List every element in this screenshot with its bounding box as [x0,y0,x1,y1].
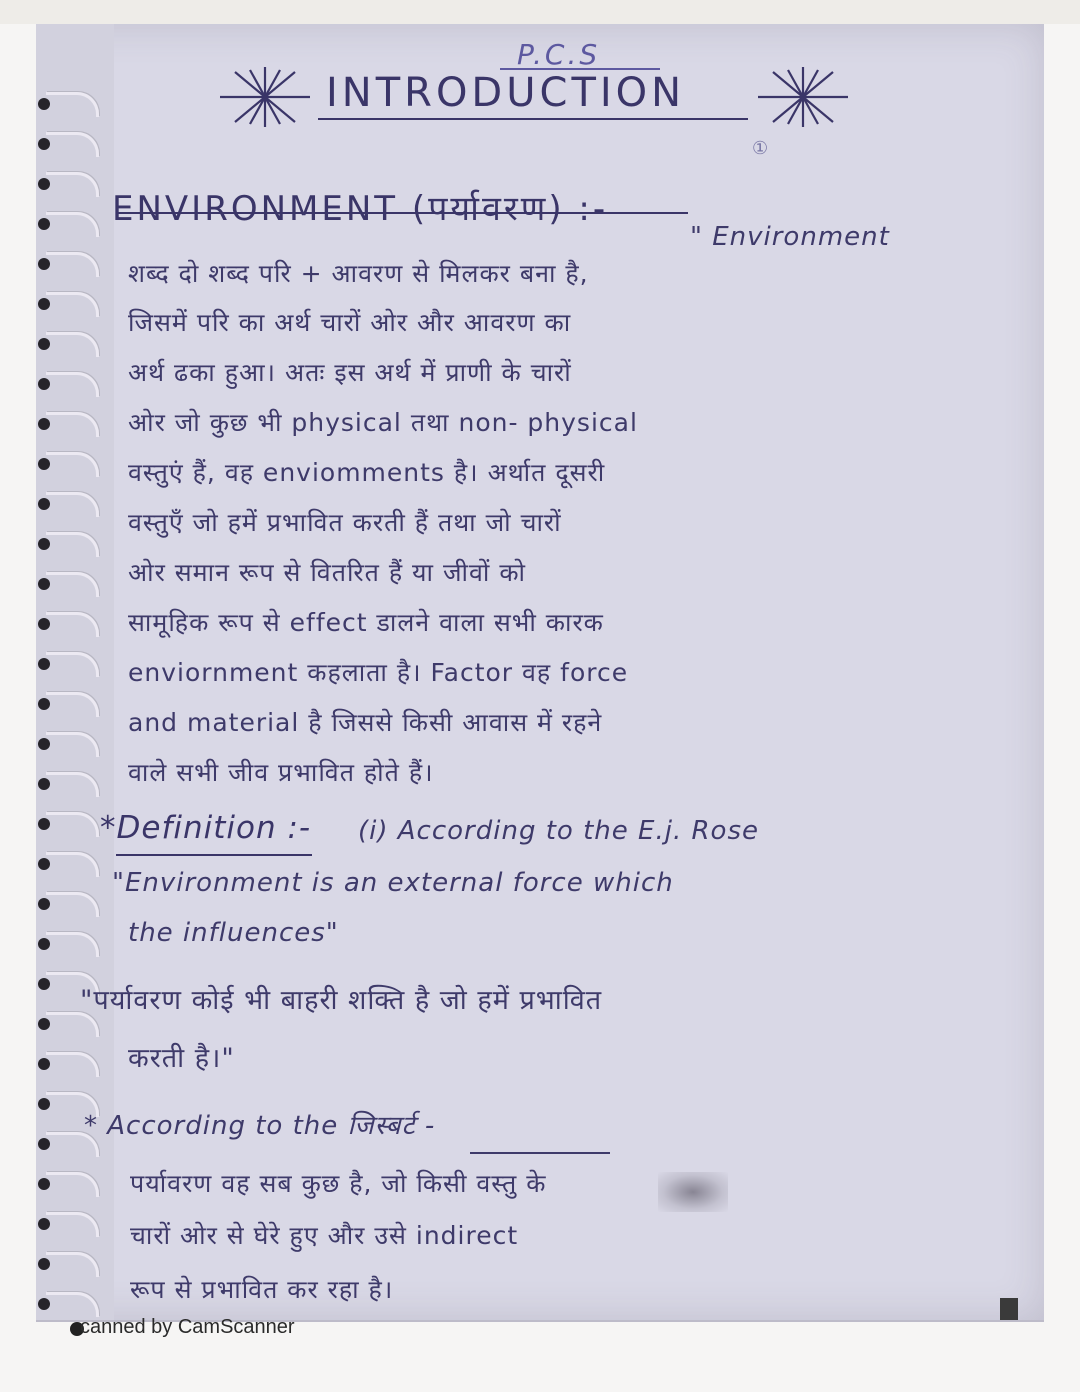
corner-tab [1000,1298,1018,1320]
spiral-ring [38,1290,100,1318]
binding-wire [46,412,99,437]
binding-wire [46,852,99,877]
hindi-quote-line: "पर्यावरण कोई भी बाहरी शक्ति है जो हमें प्रभावित [80,985,603,1016]
binding-wire [46,692,99,717]
paragraph-line: शब्द दो शब्द परि + आवरण से मिलकर बना है, [128,259,589,288]
starburst-left-icon [210,62,320,132]
paragraph-line: वाले सभी जीव प्रभावित होते हैं। [128,758,434,787]
spiral-ring [38,810,100,838]
spiral-ring [38,930,100,958]
binding-wire [46,732,99,757]
definition-intro: (i) According to the E.j. Rose [358,816,759,846]
spiral-ring [38,570,100,598]
spiral-ring [38,130,100,158]
second-definition-line: पर्यावरण वह सब कुछ है, जो किसी वस्तु के [130,1169,547,1198]
spiral-ring [38,170,100,198]
ink-smudge [658,1172,728,1212]
section-heading-underline [118,212,688,214]
binding-wire [46,252,99,277]
paragraph-line: वस्तुएँ जो हमें प्रभावित करती हैं तथा जो चारों [128,508,562,537]
second-definition-line: चारों ओर से घेरे हुए और उसे indirect [130,1221,519,1250]
second-definition-heading: * According to the जिस्बर्ट - [84,1111,436,1141]
binding-wire [46,812,99,837]
binding-wire [46,1252,99,1277]
binding-wire [46,612,99,637]
spiral-ring [38,1050,100,1078]
page-title: INTRODUCTION [326,70,686,116]
spiral-ring [38,850,100,878]
paragraph-line: सामूहिक रूप से effect डालने वाला सभी कारक [128,608,604,637]
binding-wire [46,1212,99,1237]
spiral-ring [38,410,100,438]
binding-wire [46,772,99,797]
paragraph-line: enviornment कहलाता है। Factor वह force [128,658,629,687]
paragraph-line: and material है जिससे किसी आवास में रहने [128,708,603,737]
scanner-watermark: canned by CamScanner [80,1316,295,1338]
binding-wire [46,1172,99,1197]
binding-wire [46,572,99,597]
paragraph-line: वस्तुएं हैं, वह enviomments है। अर्थात दूसरी [128,458,606,487]
spiral-ring [38,890,100,918]
binding-wire [46,1052,99,1077]
definition-underline [116,854,312,856]
hindi-quote-line: करती है।" [128,1043,235,1074]
section-heading: ENVIRONMENT (पर्यावरण) :- [112,189,609,229]
binding-wire [46,892,99,917]
spiral-ring [38,290,100,318]
binding-wire [46,492,99,517]
spiral-ring [38,1210,100,1238]
second-definition-line: रूप से प्रभावित कर रहा है। [130,1275,394,1304]
definition-quote-line: "Environment is an external force which [112,868,674,898]
binding-wire [46,332,99,357]
definition-quote-line: the influences" [128,918,339,948]
spiral-ring [38,1250,100,1278]
spiral-ring [38,770,100,798]
spiral-ring [38,730,100,758]
paragraph-line: जिसमें परि का अर्थ चारों ओर और आवरण का [128,308,572,337]
second-definition-underline [470,1152,610,1154]
binding-wire [46,452,99,477]
spiral-ring [38,650,100,678]
spiral-ring [38,370,100,398]
definition-heading: *Definition :- [100,810,312,846]
binding-wire [46,132,99,157]
binding-wire [46,92,99,117]
binding-wire [46,212,99,237]
binding-wire [46,1292,99,1317]
starburst-right-icon [748,62,858,132]
binding-wire [46,372,99,397]
binding-wire [46,532,99,557]
spiral-ring [38,210,100,238]
binding-wire [46,292,99,317]
spiral-ring [38,690,100,718]
spiral-ring [38,90,100,118]
paragraph-line: ओर समान रूप से वितरित हैं या जीवों को [128,558,527,587]
spiral-ring [38,490,100,518]
scan-background [0,0,1080,24]
pcs-label: P.C.S [517,38,601,71]
binding-wire [46,172,99,197]
page-number: ① [752,138,770,159]
paragraph-line: अर्थ ढका हुआ। अतः इस अर्थ में प्राणी के चारों [128,358,572,387]
spiral-ring [38,610,100,638]
spiral-ring [38,330,100,358]
spiral-ring [38,1170,100,1198]
paragraph-line: ओर जो कुछ भी physical तथा non- physical [128,408,638,437]
binding-wire [46,652,99,677]
title-underline [318,118,748,120]
binding-wire [46,932,99,957]
spiral-ring [38,450,100,478]
spiral-ring [38,250,100,278]
spiral-ring [38,530,100,558]
paragraph-first-word: " Environment [690,222,890,252]
